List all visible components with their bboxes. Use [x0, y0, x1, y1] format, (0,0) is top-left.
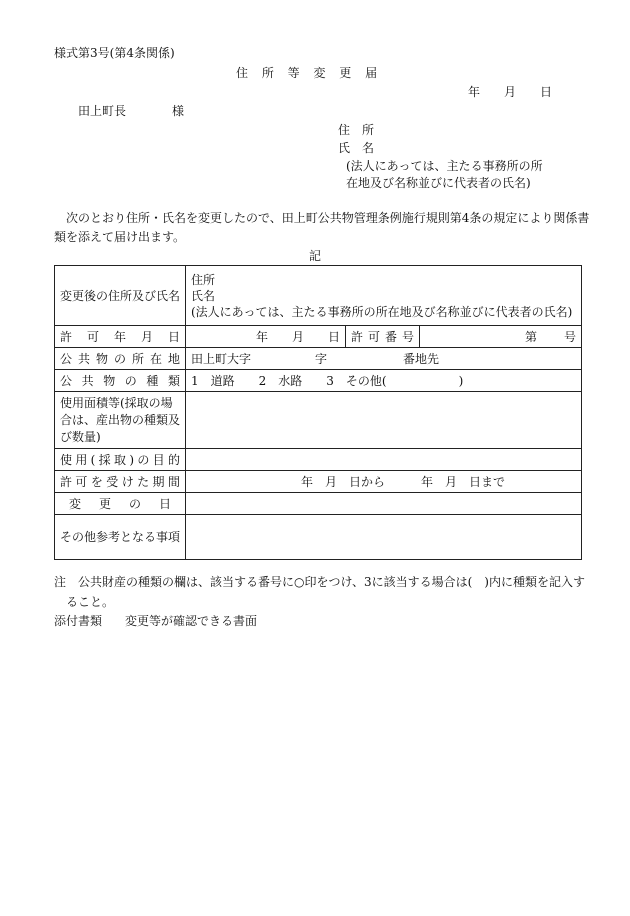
permit-number-value[interactable] — [420, 326, 582, 348]
other-value[interactable] — [186, 515, 582, 560]
row-change-date — [55, 493, 582, 515]
applicant-corp-note-1: (法人にあっては、主たる事務所の所 — [346, 159, 543, 173]
body-text-line1: 次のとおり住所・氏名を変更したので、田上町公共物管理条例施行規則第4条の規定により関係書 — [66, 211, 590, 225]
permit-number-prefix: 第 — [525, 329, 538, 344]
permit-number-suffix: 号 — [563, 329, 576, 344]
row-type — [55, 370, 582, 392]
new-corp-note: (法人にあっては、主たる事務所の所在地及び名称並びに代表者の氏名) — [191, 304, 573, 319]
row-area — [55, 392, 582, 449]
area-value[interactable] — [186, 392, 582, 449]
applicant-corp-note-2: 在地及び名称並びに代表者の氏名) — [346, 176, 531, 190]
period-value[interactable]: 年 月 日から 年 月 日まで — [186, 471, 582, 493]
label-other: その他参考となる事項 — [55, 515, 186, 560]
body-text-line2: 類を添えて届け出ます。 — [54, 230, 186, 244]
new-address-cell[interactable] — [186, 266, 582, 326]
note-line2: ること。 — [66, 595, 115, 609]
label-type: 公共物の種類 — [55, 370, 186, 392]
applicant-address-label: 住 所 — [338, 123, 375, 137]
ki-heading: 記 — [309, 249, 322, 263]
form-number: 様式第3号(第4条関係) — [54, 46, 175, 60]
location-banchi: 番地先 — [403, 351, 440, 366]
label-location: 公共物の所在地 — [55, 348, 186, 370]
location-value[interactable] — [186, 348, 582, 370]
row-new-address — [55, 266, 582, 326]
label-new-address: 変更後の住所及び氏名 — [55, 266, 186, 326]
permit-date-value[interactable]: 年 月 日 — [186, 326, 346, 348]
label-change-date: 変更の日 — [55, 493, 186, 515]
attachment-label: 添付書類 — [54, 614, 103, 628]
honorific: 様 — [172, 104, 185, 118]
row-other — [55, 515, 582, 560]
form-title: 住 所 等 変 更 届 — [236, 66, 383, 80]
label-area: 使用面積等(採取の場合は、産出物の種類及び数量) — [55, 392, 186, 449]
row-permit-date — [55, 326, 582, 348]
submission-date: 年 月 日 — [468, 85, 553, 99]
new-name-label: 氏名 — [191, 288, 216, 303]
addressee: 田上町長 — [78, 104, 127, 118]
label-permit-number: 許可番号 — [346, 326, 420, 348]
change-form-table — [54, 265, 582, 560]
attachment-text: 変更等が確認できる書面 — [125, 614, 258, 628]
row-purpose — [55, 449, 582, 471]
row-location — [55, 348, 582, 370]
type-options[interactable]: 1 道路 2 水路 3 その他( ) — [186, 370, 582, 392]
location-aza: 字 — [315, 351, 328, 366]
location-town: 田上町大字 — [191, 351, 252, 366]
purpose-value[interactable] — [186, 449, 582, 471]
new-address-label: 住所 — [191, 272, 216, 287]
label-period: 許可を受けた期間 — [55, 471, 186, 493]
row-period — [55, 471, 582, 493]
change-date-value[interactable] — [186, 493, 582, 515]
label-permit-date: 許可年月日 — [55, 326, 186, 348]
applicant-name-label: 氏 名 — [338, 141, 375, 155]
label-purpose: 使用(採取)の目的 — [55, 449, 186, 471]
note-line1: 注 公共財産の種類の欄は、該当する番号に○印をつけ、3に該当する場合は( )内に種類を記入す — [54, 575, 585, 589]
